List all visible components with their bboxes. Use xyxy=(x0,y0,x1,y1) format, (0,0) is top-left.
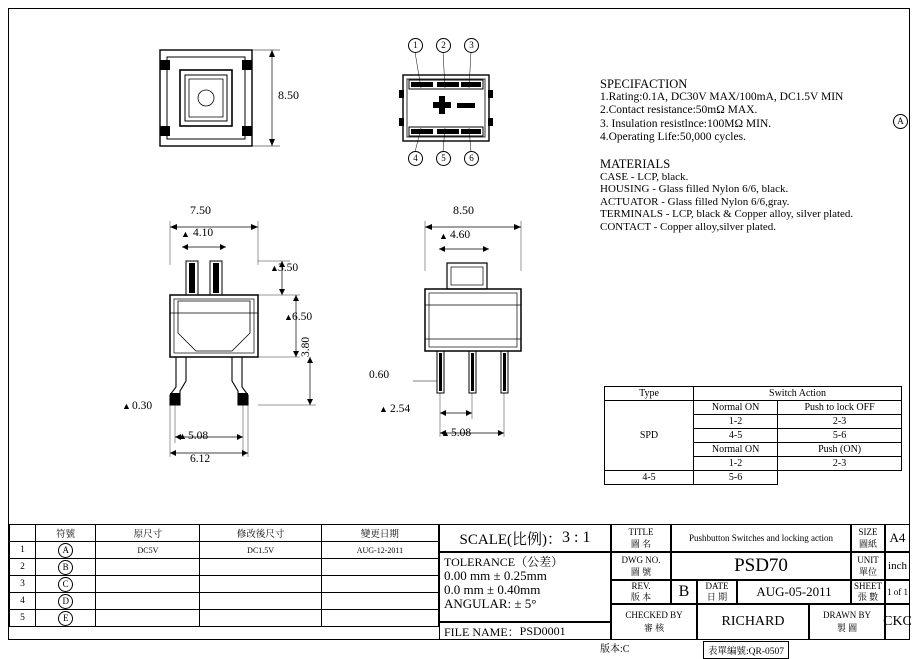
switch-cell: 5-6 xyxy=(694,471,778,485)
sheet-label-cell xyxy=(851,580,885,604)
rev-row-symbol: A xyxy=(35,542,95,559)
rev-row-no: 1 xyxy=(10,542,36,559)
dwg-label-en: DWG NO. xyxy=(621,555,661,565)
filename-value: PSD0001 xyxy=(519,623,566,638)
table-row xyxy=(605,387,902,401)
rev-header-no xyxy=(10,525,36,542)
rev-row-date: AUG-12-2011 xyxy=(321,542,438,559)
rev-header-date: 變更日期 xyxy=(321,525,438,542)
title-value-cell: Pushbutton Switches and locking action xyxy=(671,524,851,552)
unit-label-cell xyxy=(851,552,885,580)
sheet-value-cell: 1 of 1 xyxy=(885,580,910,604)
specification-block xyxy=(600,78,900,144)
revision-table xyxy=(9,524,439,627)
dim-front-width: 7.50 xyxy=(190,203,211,217)
switch-cell: 4-5 xyxy=(694,429,778,443)
rev-value-cell: B xyxy=(671,580,697,604)
rev-row-no: 5 xyxy=(10,610,36,627)
dwg-value-cell: PSD70 xyxy=(671,552,851,580)
size-value-cell: A4 xyxy=(885,524,910,552)
checked-value-cell: RICHARD xyxy=(697,604,809,640)
dim-front-508-marker: ▲ xyxy=(178,431,187,441)
table-row xyxy=(605,471,902,485)
dim-front-030-marker: ▲ xyxy=(122,401,131,411)
material-line-4: TERMINALS - LCP, black & Copper alloy, silver plated. xyxy=(600,208,854,221)
switch-table-sub-right2: Push (ON) xyxy=(778,443,902,457)
materials-block xyxy=(600,158,910,234)
dim-side-508: 5.08 xyxy=(451,427,472,439)
dim-top-height: 8.50 xyxy=(278,88,299,102)
dim-side-254: 2.54 xyxy=(390,403,411,415)
dim-side-254-marker: ▲ xyxy=(379,404,388,414)
dwg-label-cn: 圖 號 xyxy=(630,567,652,577)
checked-label-en: CHECKED BY xyxy=(625,610,683,620)
dim-side-460: 4.60 xyxy=(450,229,471,241)
dim-side-width: 8.50 xyxy=(453,203,474,217)
pin-callout-3: 3 xyxy=(464,35,479,53)
unit-value-cell: inch xyxy=(885,552,910,580)
pin-callout-5: 5 xyxy=(436,148,451,166)
dim-front-410-marker: ▲ xyxy=(181,229,190,239)
rev-row-original xyxy=(96,593,200,610)
rev-row-symbol: B xyxy=(35,559,95,576)
rev-row-symbol: E xyxy=(35,610,95,627)
side-view-drawing xyxy=(395,30,555,170)
title-label-en: TITLE xyxy=(628,527,654,537)
rev-row-modified xyxy=(200,576,321,593)
rev-row-date xyxy=(321,593,438,610)
dim-front-410: 4.10 xyxy=(193,227,214,239)
unit-label-en: UNIT xyxy=(857,555,879,565)
rev-row-modified xyxy=(200,610,321,627)
date-label-cn: 日 期 xyxy=(706,592,728,602)
spec-line-4: 4.Operating Life:50,000 cycles. xyxy=(600,130,746,143)
rev-row-original: DC5V xyxy=(96,542,200,559)
table-row xyxy=(10,593,439,610)
dim-front-650: 6.50 xyxy=(292,311,313,323)
rev-row-modified: DC1.5V xyxy=(200,542,321,559)
rev-row-symbol: D xyxy=(35,593,95,610)
rev-row-date xyxy=(321,610,438,627)
version-footer: 版本:C xyxy=(600,644,630,655)
dim-front-030: 0.30 xyxy=(132,400,153,412)
rev-row-no: 3 xyxy=(10,576,36,593)
drawn-label-cn: 製 圖 xyxy=(836,623,858,633)
checked-label-cell xyxy=(611,604,697,640)
rev-header-symbol: 符號 xyxy=(35,525,95,542)
tolerance-title: TOLERANCE（公差） xyxy=(444,555,564,569)
scale-label: SCALE(比例)： xyxy=(459,531,563,548)
switch-table-sub-left2: Normal ON xyxy=(694,443,778,457)
switch-table-sub-left: Normal ON xyxy=(694,401,778,415)
dim-side-060: 0.60 xyxy=(369,369,390,381)
date-value-cell: AUG-05-2011 xyxy=(737,580,851,604)
sheet-label-cn: 張 數 xyxy=(857,592,879,602)
dim-side-460-marker: ▲ xyxy=(439,231,448,241)
switch-action-table xyxy=(604,386,902,485)
switch-cell: 4-5 xyxy=(605,471,694,485)
rev-row-symbol: C xyxy=(35,576,95,593)
switch-table-col-type: Type xyxy=(605,387,694,401)
tolerance-cell xyxy=(439,552,611,622)
rev-label-cell xyxy=(611,580,671,604)
rev-row-no: 4 xyxy=(10,593,36,610)
revision-balloon-a: A xyxy=(893,111,908,129)
table-row xyxy=(605,401,902,415)
rev-row-no: 2 xyxy=(10,559,36,576)
switch-cell: 2-3 xyxy=(778,415,902,429)
drawn-value-cell: CKC xyxy=(885,604,910,640)
dim-front-350: 3.50 xyxy=(278,262,299,274)
form-number-footer: 表單編號:QR-0507 xyxy=(703,641,789,659)
switch-cell: 5-6 xyxy=(778,429,902,443)
tolerance-line-2: 0.0 mm ± 0.40mm xyxy=(444,582,541,597)
rev-label-cn: 版 本 xyxy=(630,592,652,602)
pin-callout-4: 4 xyxy=(408,148,423,166)
dim-side-508-marker: ▲ xyxy=(441,428,450,438)
dim-front-350-marker: ▲ xyxy=(270,263,279,273)
switch-cell: 2-3 xyxy=(778,457,902,471)
size-label-cell xyxy=(851,524,885,552)
rev-header-original: 原尺寸 xyxy=(96,525,200,542)
table-row xyxy=(10,610,439,627)
size-label-en: SIZE xyxy=(858,527,878,537)
switch-table-col-action: Switch Action xyxy=(694,387,902,401)
pin-callout-6: 6 xyxy=(464,148,479,166)
pin-callout-2: 2 xyxy=(436,35,451,53)
filename-label: FILE NAME： xyxy=(444,624,520,639)
dwg-label-cell xyxy=(611,552,671,580)
date-label-cell xyxy=(697,580,737,604)
scale-value: 3 : 1 xyxy=(562,529,591,546)
dim-front-650-marker: ▲ xyxy=(284,312,293,322)
spec-line-3: 3. Insulation resistlnce:100MΩ MIN. xyxy=(600,117,772,130)
pin-callout-1: 1 xyxy=(408,35,423,53)
angular-tolerance: ANGULAR: ± 5° xyxy=(444,596,537,611)
material-line-2: HOUSING - Glass filled Nylon 6/6, black. xyxy=(600,183,789,196)
switch-table-type-value: SPD xyxy=(605,401,694,471)
switch-cell: 1-2 xyxy=(694,415,778,429)
rev-row-date xyxy=(321,576,438,593)
dim-front-508: 5.08 xyxy=(188,430,209,442)
rev-header-modified: 修改後尺寸 xyxy=(200,525,321,542)
rev-row-modified xyxy=(200,593,321,610)
table-row xyxy=(10,576,439,593)
filename-cell xyxy=(439,622,611,640)
materials-heading: MATERIALS xyxy=(600,157,671,171)
table-row xyxy=(10,559,439,576)
drawn-label-en: DRAWN BY xyxy=(822,610,872,620)
dim-front-380: 3.80 xyxy=(300,336,312,357)
unit-label-cn: 單位 xyxy=(858,567,877,577)
material-line-1: CASE - LCP, black. xyxy=(600,170,689,183)
material-line-3: ACTUATOR - Glass filled Nylon 6/6,gray. xyxy=(600,195,790,208)
title-block xyxy=(439,524,910,640)
switch-cell: 1-2 xyxy=(694,457,778,471)
switch-table-sub-right: Push to lock OFF xyxy=(778,401,902,415)
table-row xyxy=(10,525,439,542)
top-view-drawing xyxy=(140,40,320,160)
rev-row-modified xyxy=(200,559,321,576)
front-view-drawing xyxy=(122,203,350,475)
specification-heading: SPECIFACTION xyxy=(600,77,688,91)
scale-cell xyxy=(439,524,611,552)
rev-row-original xyxy=(96,559,200,576)
sheet-label-en: SHEET xyxy=(854,581,882,591)
side-profile-drawing xyxy=(369,203,595,465)
rev-row-original xyxy=(96,576,200,593)
title-label-cell xyxy=(611,524,671,552)
size-label-cn: 圖紙 xyxy=(858,539,877,549)
spec-line-1: 1.Rating:0.1A, DC30V MAX/100mA, DC1.5V MIN xyxy=(600,91,844,104)
date-label-en: DATE xyxy=(705,581,729,591)
dim-front-612: 6.12 xyxy=(190,453,211,465)
tolerance-line-1: 0.00 mm ± 0.25mm xyxy=(444,568,547,583)
rev-label-en: REV. xyxy=(631,581,651,591)
spec-line-2: 2.Contact resistance:50mΩ MAX. xyxy=(600,104,758,117)
checked-label-cn: 審 核 xyxy=(643,623,665,633)
table-row xyxy=(10,542,439,559)
title-label-cn: 圖 名 xyxy=(630,539,652,549)
rev-row-date xyxy=(321,559,438,576)
material-line-5: CONTACT - Copper alloy,silver plated. xyxy=(600,220,777,233)
rev-row-original xyxy=(96,610,200,627)
drawn-label-cell xyxy=(809,604,885,640)
